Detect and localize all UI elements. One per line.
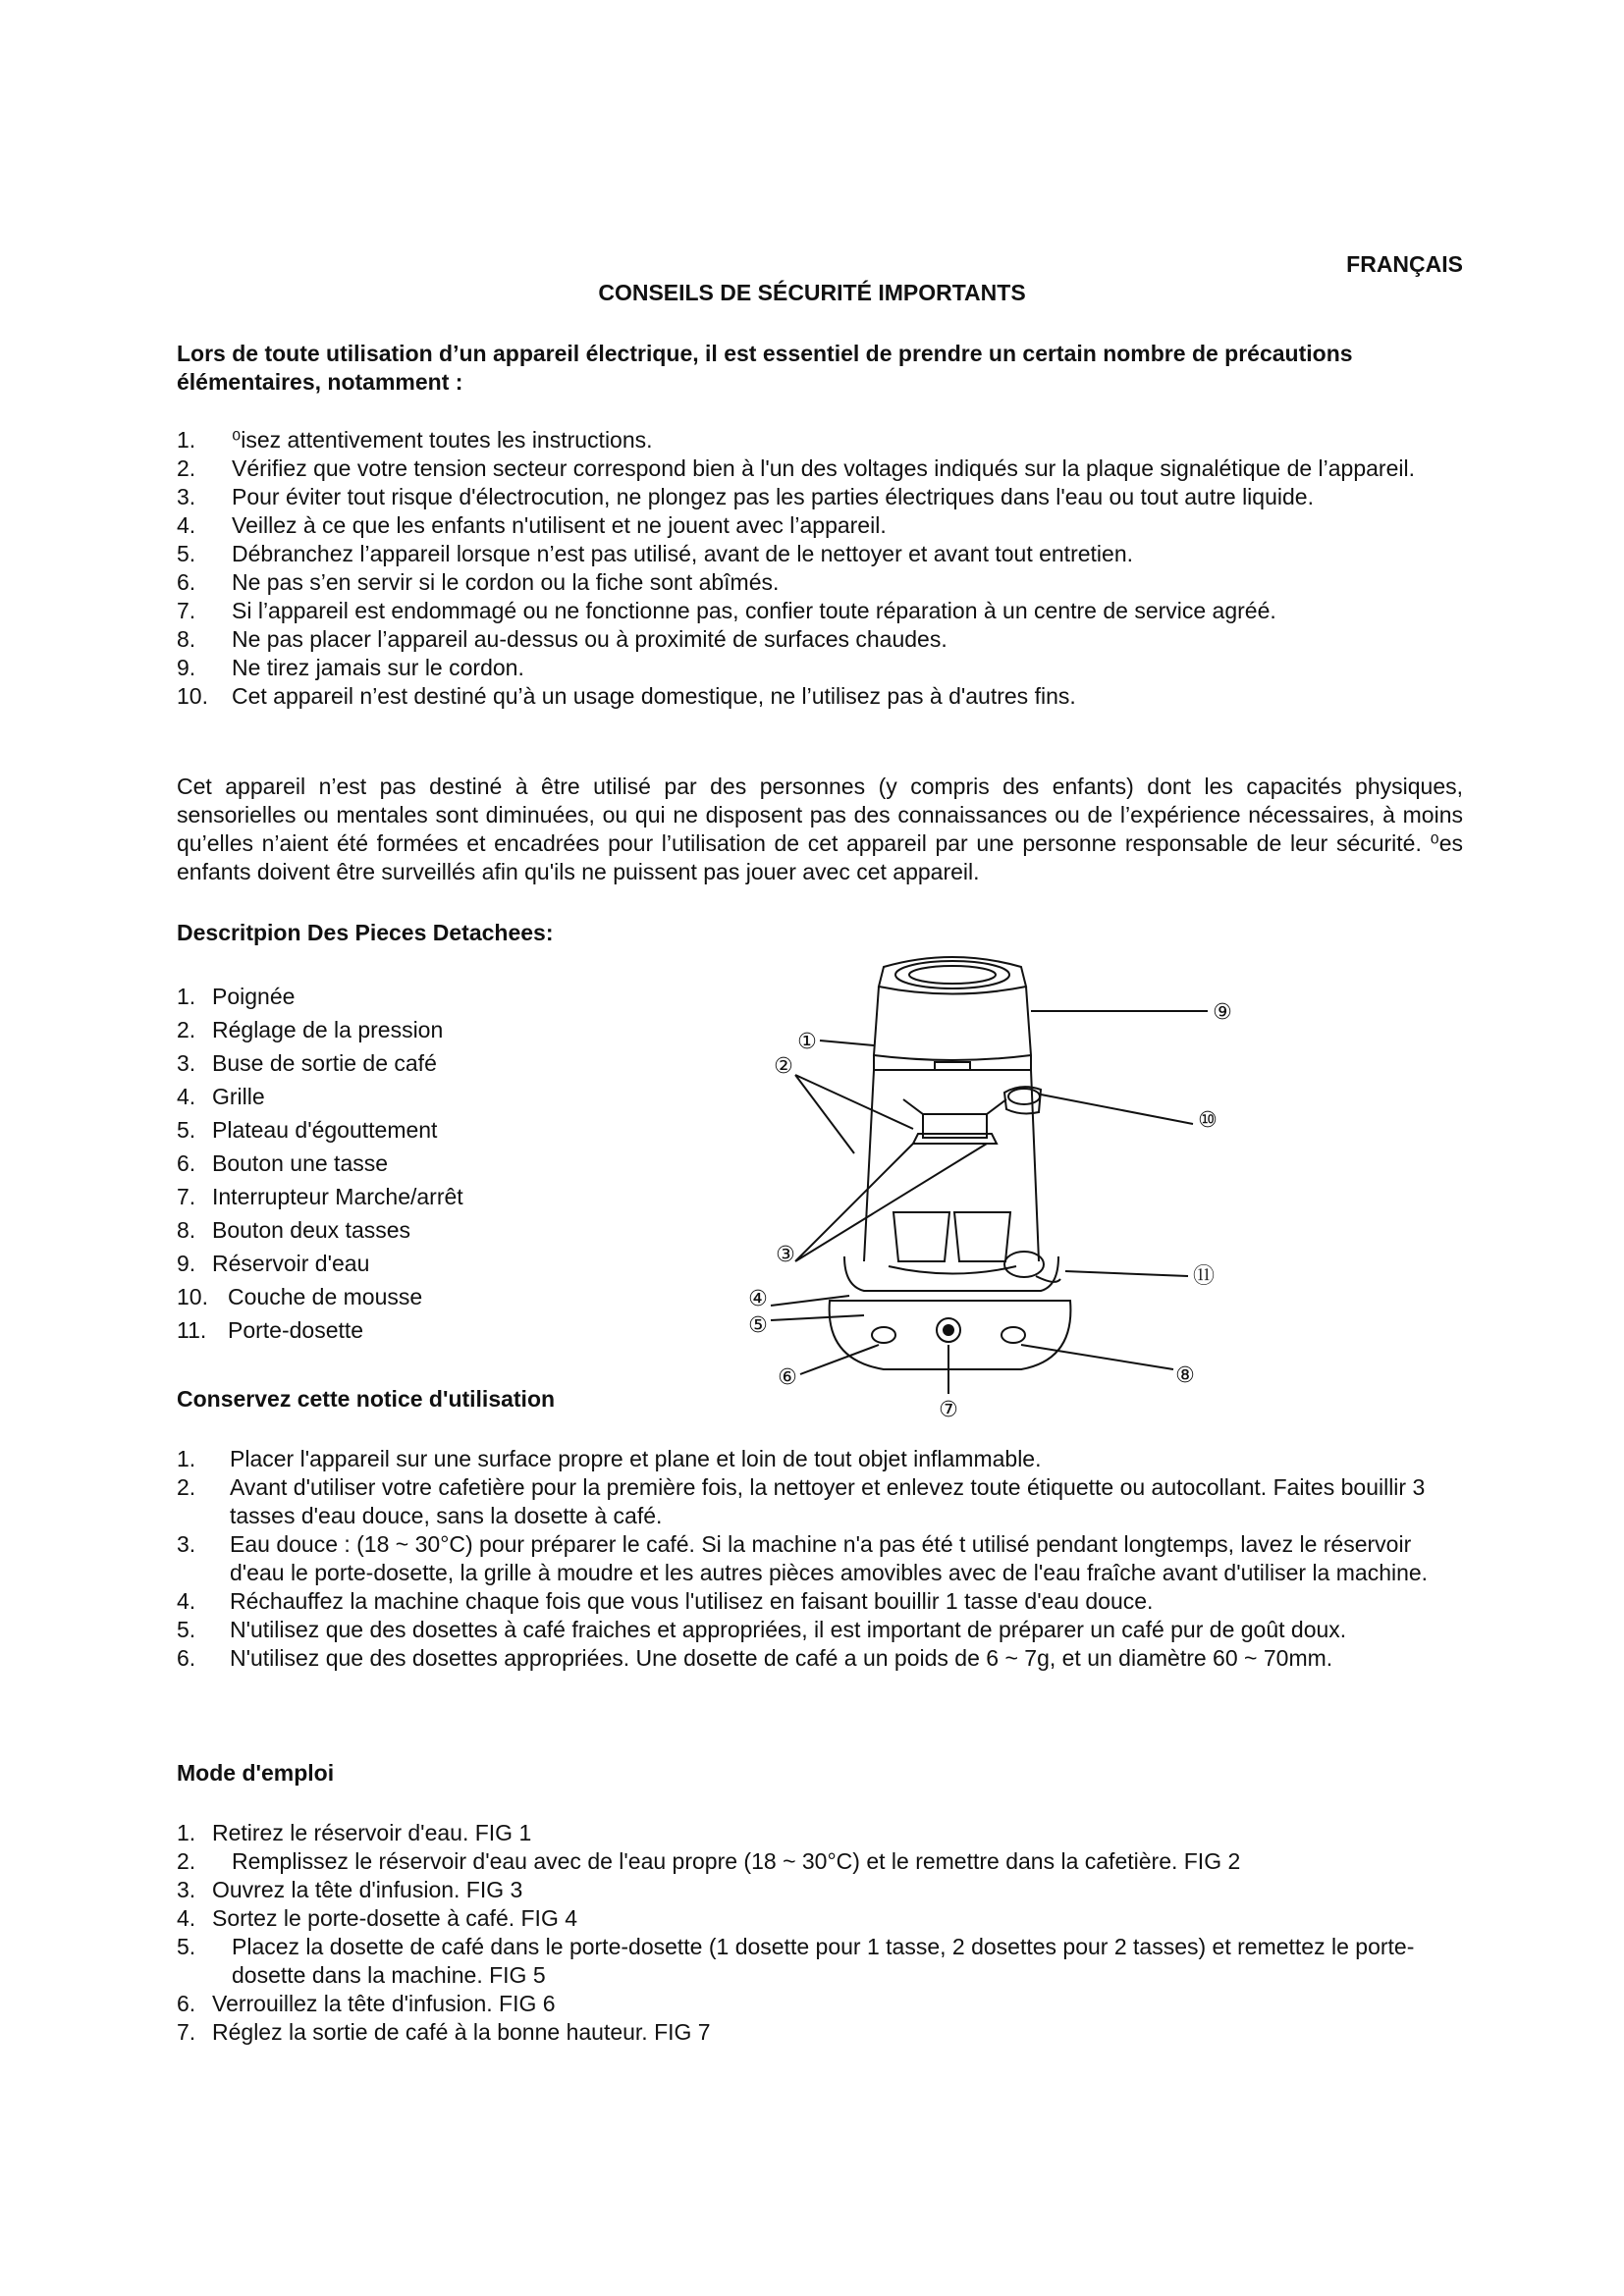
part-item: 8. Bouton deux tasses (177, 1217, 411, 1243)
notice-item: 4. Réchauffez la machine chaque fois que vous l'utilisez en faisant bouillir 1 tasse d'eau douce. (177, 1588, 1154, 1614)
notice-item: 2. Avant d'utiliser votre cafetière pour la première fois, la nettoyer et enlevez toute étiquette ou autocollant. Faites bouillir 3 tasses d'eau douce, sans la dosette à café. (177, 1474, 1426, 1528)
part-item: 10. Couche de mousse (177, 1284, 423, 1309)
safety-item: 2. Vérifiez que votre tension secteur correspond bien à l'un des voltages indiqués sur la plaque signalétique de l’appareil. (177, 455, 1415, 481)
usage-item: 1. Retirez le réservoir d'eau. FIG 1 (177, 1820, 532, 1845)
cup-right (954, 1212, 1010, 1261)
usage-item: 7. Réglez la sortie de café à la bonne hauteur. FIG 7 (177, 2019, 711, 2045)
parts-heading: Descritpion Des Pieces Detachees: (177, 920, 554, 945)
warning-paragraph: Cet appareil n’est pas destiné à être utilisé par des personnes (y compris des enfants) dont les capacités physiques, sensorielles ou mentales sont diminuées, ou qui ne disposent pas des connaissances ou de l’expérience nécessaires, à moins qu’elles n’aient été formées et encadrées pour l’utilisation de cet appareil par une personne responsable de leur sécurité. ⁰es enfants doivent être surveillés afin qu'ils ne puissent pas jouer avec cet appareil. (177, 774, 1463, 884)
leader-8 (1021, 1345, 1173, 1369)
marker-10: ⑩ (1198, 1108, 1218, 1133)
language-label: FRANÇAIS (1346, 251, 1463, 277)
safety-item: 4. Veillez à ce que les enfants n'utilisent et ne jouent avec l’appareil. (177, 512, 887, 538)
safety-item: 5. Débranchez l’appareil lorsque n’est pas utilisé, avant de le nettoyer et avant tout entretien. (177, 541, 1134, 566)
leader-10 (1041, 1095, 1193, 1124)
parts-list (177, 980, 687, 1347)
coffee-machine-diagram (727, 947, 1276, 1422)
part-item: 5. Plateau d'égouttement (177, 1117, 438, 1143)
leader-6 (800, 1345, 879, 1374)
upper-body (874, 987, 1031, 1060)
marker-1: ① (797, 1030, 817, 1054)
notice-item: 1. Placer l'appareil sur une surface propre et plane et loin de tout objet inflammable. (177, 1446, 1042, 1471)
usage-list (177, 1819, 1463, 2047)
pod-holder-handle (1036, 1276, 1060, 1282)
marker-4: ④ (748, 1287, 768, 1311)
usage-item: 2. Remplissez le réservoir d'eau avec de l'eau propre (18 ~ 30°C) et le remettre dans la cafetière. FIG 2 (177, 1848, 1241, 1874)
notice-item: 5. N'utilisez que des dosettes à café fraiches et appropriées, il est important de préparer un café pur de goût doux. (177, 1617, 1347, 1642)
button-two-cups (1001, 1327, 1025, 1343)
part-item: 3. Buse de sortie de café (177, 1050, 437, 1076)
marker-2: ② (774, 1054, 793, 1079)
pod-holder-shape (1004, 1252, 1044, 1277)
usage-heading: Mode d'emploi (177, 1760, 335, 1786)
usage-item: 4. Sortez le porte-dosette à café. FIG 4 (177, 1905, 578, 1931)
notice-item: 6. N'utilisez que des dosettes appropriées. Une dosette de café a un poids de 6 ~ 7g, et un diamètre 60 ~ 70mm. (177, 1645, 1333, 1671)
part-item: 2. Réglage de la pression (177, 1017, 444, 1042)
safety-list (177, 426, 1463, 711)
brew-head-top (903, 1099, 1006, 1114)
grille-line (889, 1266, 1016, 1274)
notice-item: 3. Eau douce : (18 ~ 30°C) pour préparer le café. Si la machine n'a pas été t utilisé pendant longtemps, lavez le réservoir d'eau le porte-dosette, la grille à moudre et les autres pièces amovibles avec de l'eau fraîche avant d'utiliser la machine. (177, 1531, 1429, 1585)
notice-heading: Conservez cette notice d'utilisation (177, 1386, 556, 1412)
marker-9: ⑨ (1213, 1000, 1232, 1025)
safety-item: 7. Si l’appareil est endommagé ou ne fonctionne pas, confier toute réparation à un centre de service agréé. (177, 598, 1276, 623)
notice-list (177, 1445, 1463, 1673)
leader-2 (795, 1075, 913, 1153)
safety-item: 8. Ne pas placer l’appareil au-dessus ou à proximité de surfaces chaudes. (177, 626, 947, 652)
usage-item: 3. Ouvrez la tête d'infusion. FIG 3 (177, 1877, 523, 1902)
part-item: 4. Grille (177, 1084, 265, 1109)
leader-11 (1065, 1271, 1188, 1276)
part-item: 9. Réservoir d'eau (177, 1251, 370, 1276)
page-title: CONSEILS DE SÉCURITÉ IMPORTANTS (598, 280, 1026, 305)
part-item: 11. Porte-dosette (177, 1317, 364, 1343)
safety-item: 3. Pour éviter tout risque d'électrocution, ne plongez pas les parties électriques dans l'eau ou tout autre liquide. (177, 484, 1314, 509)
marker-11: ⑪ (1192, 1264, 1216, 1289)
head-button (935, 1062, 970, 1070)
safety-item: 10. Cet appareil n’est destiné qu’à un usage domestique, ne l’utilisez pas à d'autres fins. (177, 683, 1076, 709)
marker-5: ⑤ (748, 1313, 768, 1338)
cup-left (893, 1212, 949, 1261)
leader-1 (820, 1041, 874, 1045)
safety-item: 9. Ne tirez jamais sur le cordon. (177, 655, 524, 680)
button-power-dot (944, 1325, 953, 1335)
part-item: 6. Bouton une tasse (177, 1150, 389, 1176)
safety-item: 6. Ne pas s’en servir si le cordon ou la fiche sont abîmés. (177, 569, 780, 595)
part-item: 7. Interrupteur Marche/arrêt (177, 1184, 463, 1209)
marker-6: ⑥ (778, 1365, 797, 1390)
usage-item: 5. Placez la dosette de café dans le porte-dosette (1 dosette pour 1 tasse, 2 dosettes pour 2 tasses) et remettez le porte-dosette dans la machine. FIG 5 (177, 1934, 1415, 1988)
lid-inner (909, 966, 996, 984)
marker-8: ⑧ (1175, 1363, 1195, 1388)
usage-item: 6. Verrouillez la tête d'infusion. FIG 6 (177, 1991, 556, 2016)
marker-7: ⑦ (939, 1398, 958, 1422)
intro-text: Lors de toute utilisation d’un appareil électrique, il est essentiel de prendre un certain nombre de précautions élémentaires, notamment : (177, 341, 1353, 395)
leader-5 (771, 1315, 864, 1320)
safety-item: 1. ⁰isez attentivement toutes les instructions. (177, 427, 653, 453)
part-item: 1. Poignée (177, 984, 296, 1009)
button-one-cup (872, 1327, 895, 1343)
marker-3: ③ (776, 1243, 795, 1267)
foam-layer-top (1008, 1089, 1040, 1104)
